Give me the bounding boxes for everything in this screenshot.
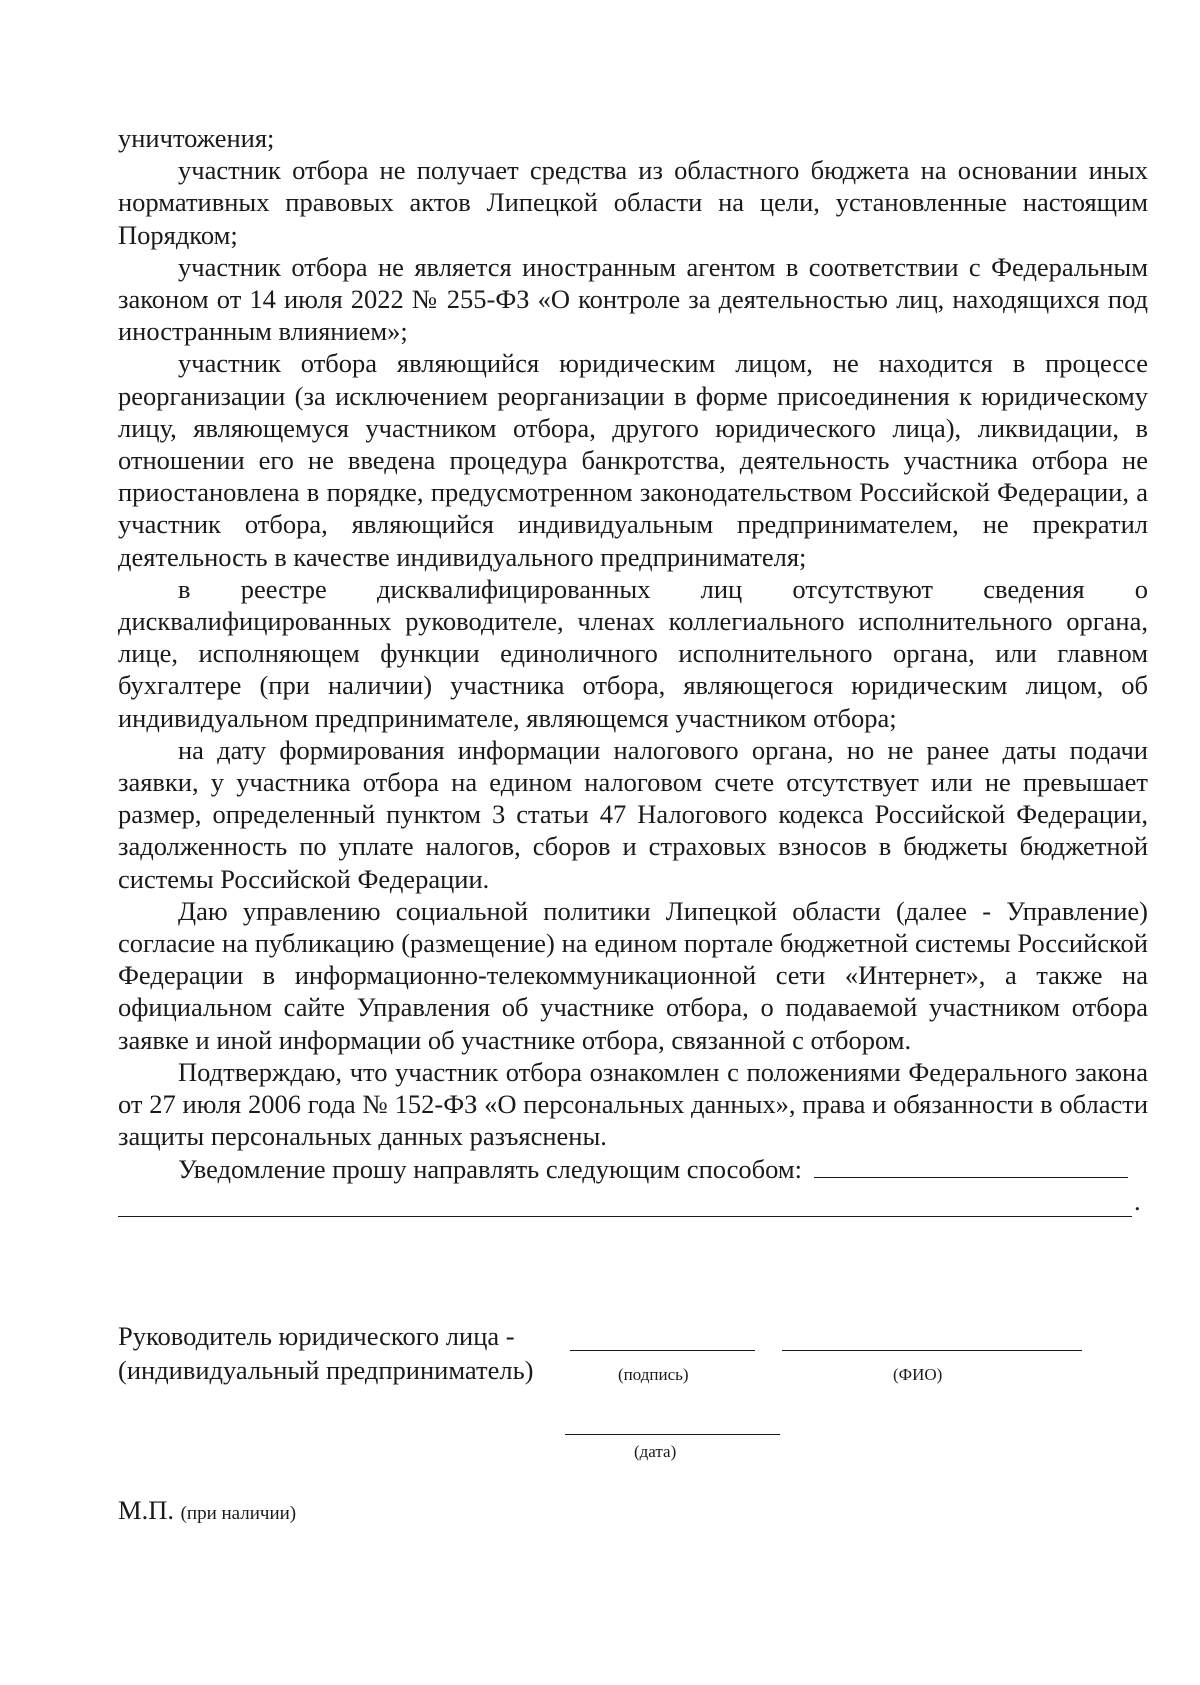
notification-method-field-continued[interactable]: [118, 1194, 1132, 1217]
signature-block: [118, 1320, 1148, 1400]
paragraph-not-foreign-agent: участник отбора не является иностранным агентом в соответствии с Федеральным законом от 14 июля 2022 № 255-ФЗ «О контроле за деятельностью лиц, находящихся под иностранным влиянием»;: [118, 251, 1148, 347]
paragraph-no-reorganization: участник отбора являющийся юридическим лицом, не находится в процессе реорганизации (за исключением реорганизации в форме присоединения к юридическому лицу, являющемуся участником отбора, другого юридического лица), ликвидации, в отношении его не введена процедура банкротства, деятельность участника отбора не приостановлена в порядке, предусмотренном законодательством Российской Федерации, а участник отбора, являющийся индивидуальным предпринимателем, не прекратил деятельность в качестве индивидуального предпринимателя;: [118, 348, 1148, 572]
date-caption: (дата): [634, 1442, 677, 1461]
stamp-note: (при наличии): [180, 1503, 297, 1524]
document-body: [118, 122, 1148, 1217]
signature-field[interactable]: [570, 1350, 755, 1351]
signature-caption: (подпись): [618, 1365, 689, 1384]
stamp-label: М.П.: [118, 1495, 174, 1525]
notification-end-mark: .: [1134, 1185, 1141, 1216]
paragraph-tax-debt: на дату формирования информации налогового органа, но не ранее даты подачи заявки, у участника отбора на едином налоговом счете отсутствует или не превышает размер, определенный пунктом 3 статьи 47 Налогового кодекса Российской Федерации, задолженность по уплате налогов, сборов и страховых взносов в бюджеты бюджетной системы Российской Федерации.: [118, 734, 1148, 894]
full-name-caption: (ФИО): [893, 1365, 943, 1384]
notification-method-field[interactable]: [814, 1155, 1128, 1178]
paragraph-publication-consent: Даю управлению социальной политики Липецкой области (далее - Управление) согласие на публикацию (размещение) на едином портале бюджетной системы Российской Федерации в информационно-телекоммуникационной сети «Интернет», а также на официальном сайте Управления об участнике отбора, о подаваемой участником отбора заявке и иной информации об участнике отбора, связанной с отбором.: [118, 895, 1148, 1055]
stamp-place: [118, 1494, 296, 1530]
notification-method-row-continued: [118, 1185, 1148, 1217]
paragraph-disqualified-registry: в реестре дисквалифицированных лиц отсутствуют сведения о дисквалифицированных руководителе, членах коллегиального исполнительного органа, лице, исполняющем функции единоличного исполнительного органа, или главном бухгалтере (при наличии) участника отбора, являющегося юридическим лицом, об индивидуальном предпринимателе, являющемся участником отбора;: [118, 573, 1148, 733]
date-field[interactable]: [565, 1434, 780, 1435]
paragraph-continuation: уничтожения;: [118, 123, 275, 153]
head-of-entity-label: Руководитель юридического лица -: [118, 1321, 515, 1351]
notification-method-row: [118, 1153, 1148, 1185]
notification-method-label: Уведомление прошу направлять следующим способом:: [178, 1153, 803, 1184]
paragraph-personal-data: Подтверждаю, что участник отбора ознакомлен с положениями Федерального закона от 27 июля 2006 года № 152-ФЗ «О персональных данных», права и обязанности в области защиты персональных данных разъяснены.: [118, 1056, 1148, 1152]
full-name-field[interactable]: [782, 1350, 1082, 1351]
paragraph-no-regional-funds: участник отбора не получает средства из областного бюджета на основании иных нормативных правовых актов Липецкой области на цели, установленные настоящим Порядком;: [118, 155, 1148, 250]
individual-entrepreneur-label: (индивидуальный предприниматель): [118, 1355, 534, 1385]
